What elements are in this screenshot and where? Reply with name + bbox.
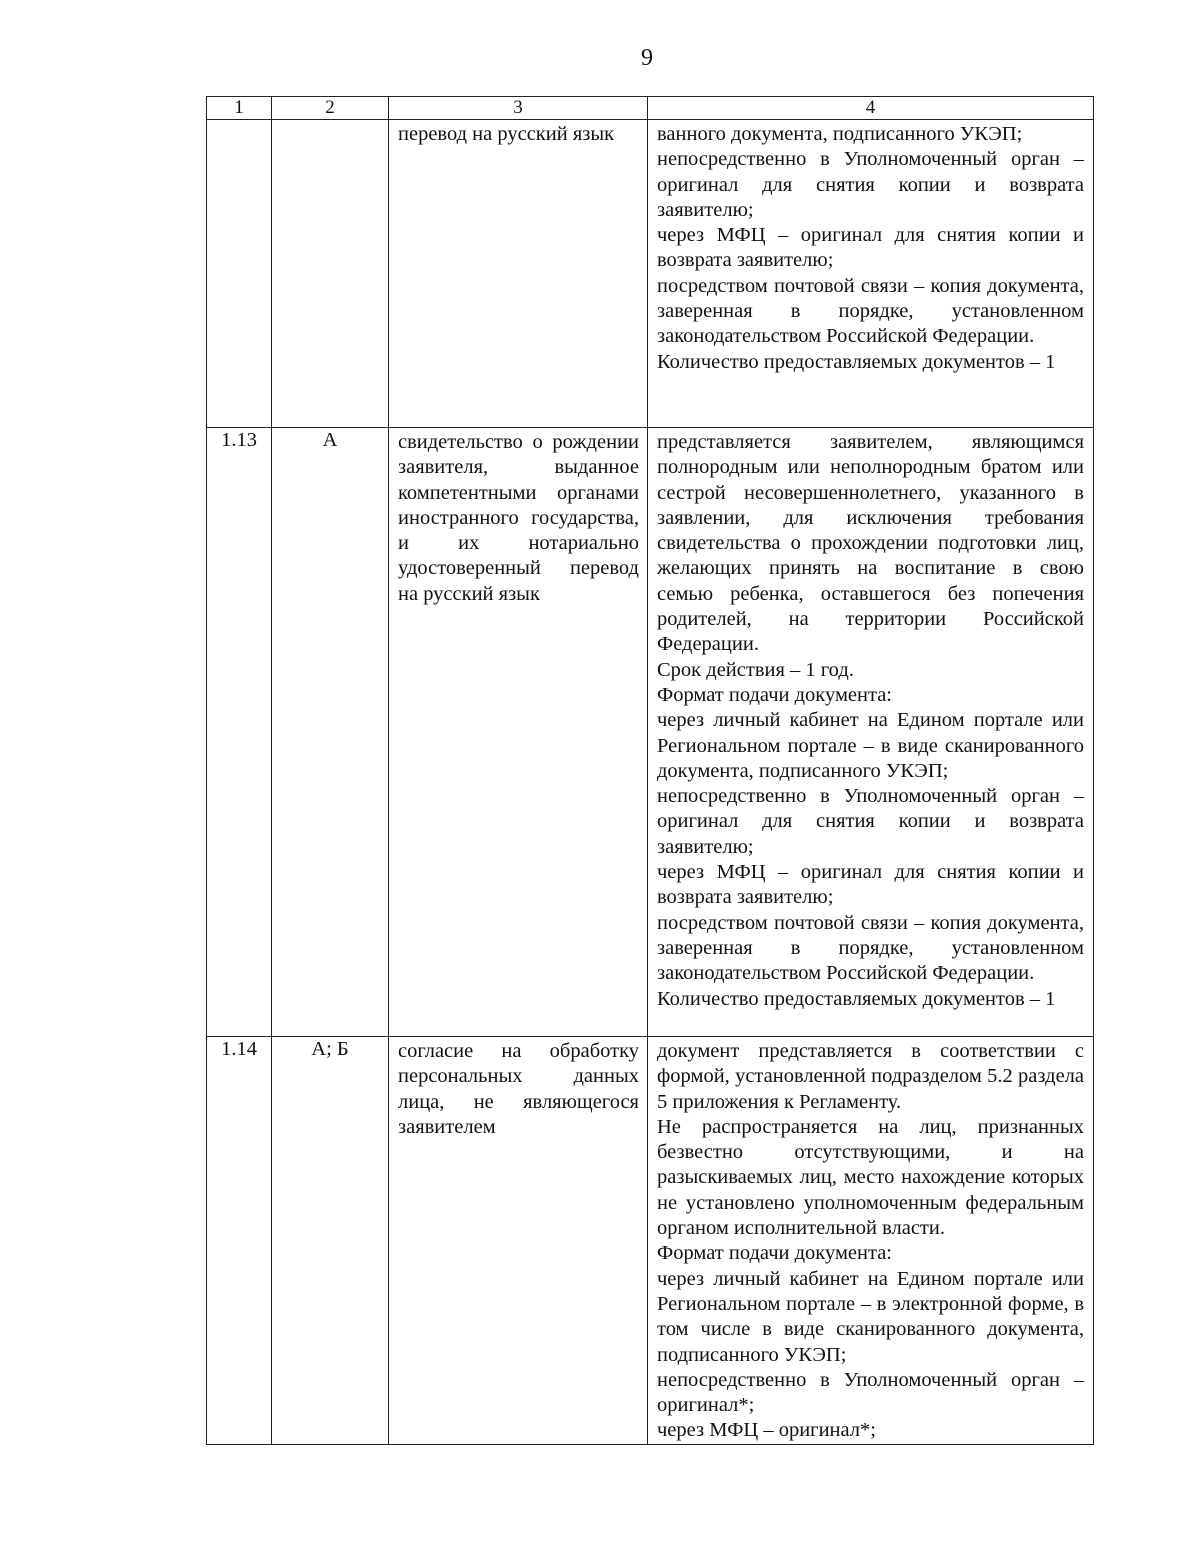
header-cell-2: 2 bbox=[272, 97, 389, 120]
document-name-cell: свидетельство о рождении заявителя, выданное компетентными органами иностранного государства, и их нотариально удостоверенный перевод на русский язык bbox=[389, 428, 648, 1037]
description-paragraph: непосредственно в Уполномоченный орган – оригинал для снятия копии и возврата заявителю; bbox=[657, 148, 1084, 221]
row-number-cell: 1.13 bbox=[207, 428, 272, 1037]
description-paragraph: Количество предоставляемых документов – 1 bbox=[657, 987, 1056, 1010]
description-paragraph: Формат подачи документа: bbox=[657, 683, 892, 706]
description-paragraph: ванного документа, подписанного УКЭП; bbox=[657, 123, 1023, 145]
table-header-row bbox=[207, 97, 1094, 120]
row-number-cell: 1.14 bbox=[207, 1037, 272, 1445]
description-paragraph: Срок действия – 1 год. bbox=[657, 658, 854, 681]
row-number-cell bbox=[207, 120, 272, 428]
description-paragraph: непосредственно в Уполномоченный орган – оригинал*; bbox=[657, 1368, 1084, 1417]
description-paragraph: Не распространяется на лиц, признанных безвестно отсутствующими, и на разыскиваемых лиц, место нахождение которых не установлено уполномоченным федеральным органом исполнительной власти. bbox=[657, 1115, 1084, 1240]
header-cell-3: 3 bbox=[389, 97, 648, 120]
description-paragraph: через личный кабинет на Едином портале или Региональном портале – в электронной форме, в том числе в виде сканированного документа, подписанного УКЭП; bbox=[657, 1267, 1084, 1366]
description-paragraph: через МФЦ – оригинал для снятия копии и возврата заявителю; bbox=[657, 224, 1084, 272]
row-code-cell: А; Б bbox=[272, 1037, 389, 1445]
document-name-cell: согласие на обработку персональных данных лица, не являющегося заявителем bbox=[389, 1037, 648, 1445]
description-paragraph: непосредственно в Уполномоченный орган – оригинал для снятия копии и возврата заявителю; bbox=[657, 785, 1084, 858]
description-paragraph: через МФЦ – оригинал*; bbox=[657, 1419, 876, 1442]
description-paragraph: посредством почтовой связи – копия документа, заверенная в порядке, установленном законодательством Российской Федерации. bbox=[657, 911, 1084, 985]
table-row bbox=[207, 120, 1094, 428]
row-code-cell: А bbox=[272, 428, 389, 1037]
table-row bbox=[207, 428, 1094, 1037]
document-name-cell: перевод на русский язык bbox=[389, 120, 648, 428]
document-description-cell bbox=[648, 1037, 1094, 1445]
header-cell-1: 1 bbox=[207, 97, 272, 120]
document-description-cell bbox=[648, 120, 1094, 428]
description-paragraph: посредством почтовой связи – копия документа, заверенная в порядке, установленном законодательством Российской Федерации. bbox=[657, 274, 1084, 348]
document-description-cell bbox=[648, 428, 1094, 1037]
document-table bbox=[206, 96, 1094, 1445]
table-row bbox=[207, 1037, 1094, 1445]
row-code-cell bbox=[272, 120, 389, 428]
description-paragraph: Формат подачи документа: bbox=[657, 1242, 892, 1265]
description-paragraph: через МФЦ – оригинал для снятия копии и возврата заявителю; bbox=[657, 861, 1084, 909]
description-paragraph: представляется заявителем, являющимся полнородным или неполнородным братом или сестрой несовершеннолетнего, указанного в заявлении, для исключения требования свидетельства о прохождении подготовки лиц, желающих принять на воспитание в свою семью ребенка, оставшегося без попечения родителей, на территории Российской Федерации. bbox=[657, 431, 1084, 656]
description-paragraph: Количество предоставляемых документов – 1 bbox=[657, 350, 1056, 373]
page-number: 9 bbox=[641, 45, 653, 71]
header-cell-4: 4 bbox=[648, 97, 1094, 120]
description-paragraph: через личный кабинет на Едином портале или Региональном портале – в виде сканированного документа, подписанного УКЭП; bbox=[657, 709, 1084, 782]
description-paragraph: документ представляется в соответствии с формой, установленной подразделом 5.2 раздела 5 приложения к Регламенту. bbox=[657, 1040, 1084, 1113]
